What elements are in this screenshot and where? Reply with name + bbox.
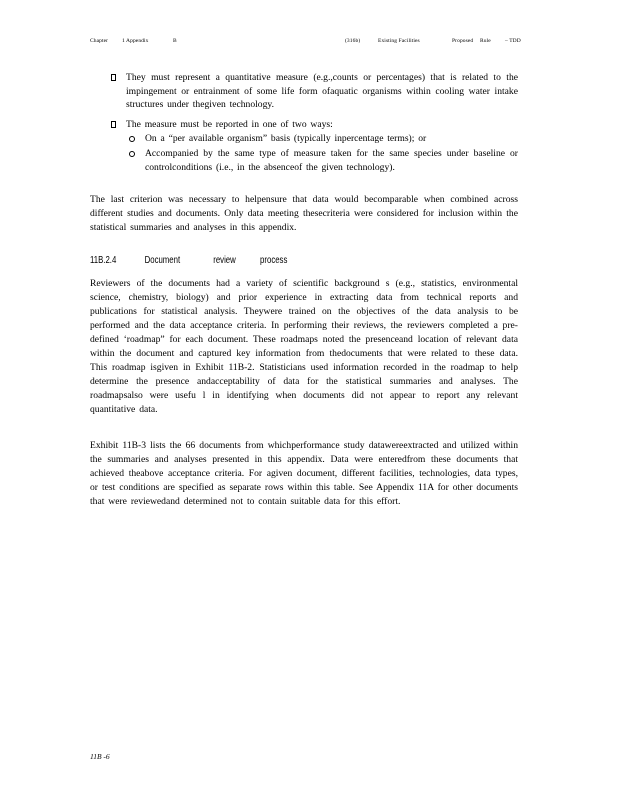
section-heading (90, 255, 287, 266)
section-title-word: process (260, 255, 288, 266)
header-date: – TDD (505, 38, 521, 44)
header-topic: Existing Facilities (378, 38, 420, 44)
paragraph-criterion: The last criterion was necessary to helpensure that data would becomparable when combined across different studies and documents. Only data meeting thesecriteria were considered for inclusion within the statistical summaries and analyses in this appendix. (90, 194, 518, 233)
criteria-list (90, 71, 518, 174)
bullet-box-icon (111, 121, 116, 128)
list-item-text: The measure must be reported in one of two ways: (126, 118, 333, 130)
header-chapter: Chapter (90, 38, 109, 44)
page-number: 11B -6 (90, 752, 110, 761)
sub-list-item-text: On a “per available organism” basis (typically inpercentage terms); or (145, 133, 427, 145)
section-title-word: review (213, 255, 236, 266)
header-doc: Proposed (452, 38, 474, 44)
running-header (90, 38, 520, 48)
header-letter: B (173, 38, 177, 44)
bullet-box-icon (111, 74, 116, 81)
sub-list-item (90, 147, 518, 174)
paragraph-reviewers: Reviewers of the documents had a variety of scientific background s (e.g., statistics, environmental science, chemistry, biology) and prior experience in extracting data from technical reports and publications for statistical analysis. Theywere trained on the objectives of the data analysis to be performed and the data acceptance criteria. In performing their reviews, the reviewers completed a pre-defined ‘roadmap” for each document. These roadmaps noted the presenceand location of relevant data within the document and captured key information from thedocuments that were related to these data. This roadmap isgiven in Exhibit 11B-2. Statisticians used information recorded in the roadmap to help determine the presence andacceptability of data for the statistical summaries and analyses. The roadmapsalso were usefu l in identifying when documents did not appear to report any relevant quantitative data. (90, 278, 518, 415)
bullet-circle-icon (129, 136, 135, 142)
sub-list-item-text: Accompanied by the same type of measure taken for the same species under baseline or controlconditions (i.e., in the absenceof the given technology). (145, 147, 518, 173)
list-item (90, 118, 518, 132)
header-appendix: 1 Appendix (122, 38, 149, 44)
list-item-text: They must represent a quantitative measure (e.g.,counts or percentages) that is related to the impingement or entrainment of some life form ofaquatic organisms within cooling water intake structures under thegiven technology. (126, 72, 518, 111)
section-title-word: Document (144, 255, 181, 266)
paragraph-exhibit: Exhibit 11B-3 lists the 66 documents from whichperformance study datawereextracted and utilized within the summaries and analyses presented in this appendix. Data were enteredfrom these documents that achieved theabove acceptance criteria. For agiven document, different facilities, technologies, data types, or test conditions are specified as separate rows within this table. See Appendix 11A for other documents that were reviewedand determined not to contain suitable data for this effort. (90, 440, 518, 507)
header-rule: Rule (480, 38, 491, 44)
sub-list-item (90, 132, 518, 146)
bullet-circle-icon (129, 151, 135, 157)
list-item (90, 71, 518, 112)
header-code: (316b) (345, 38, 361, 44)
section-number: 11B.2.4 (90, 255, 117, 266)
